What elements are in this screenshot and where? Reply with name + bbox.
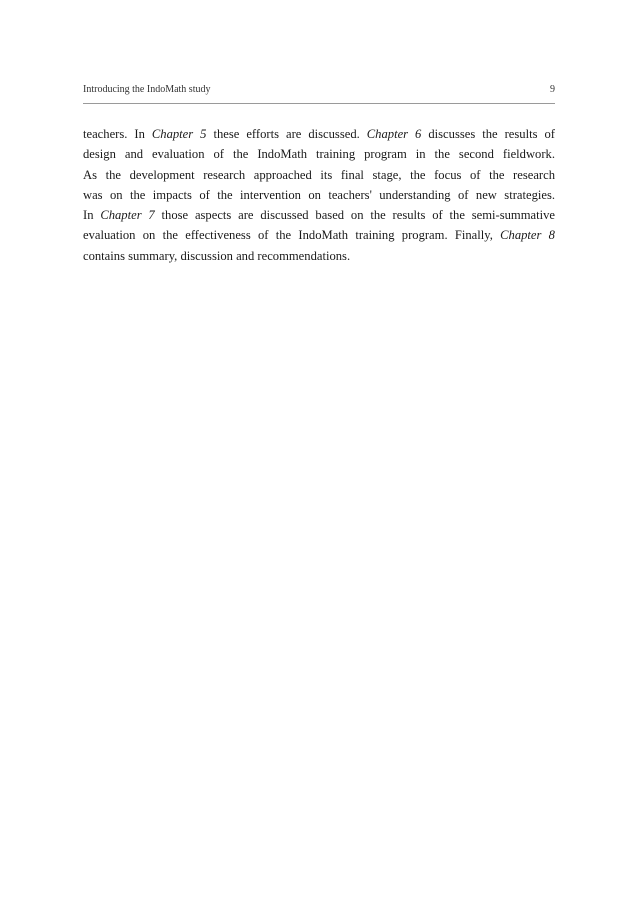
chapter-reference: Chapter 5 (151, 127, 207, 141)
text-segment: design and evaluation of the IndoMath training program in the second fieldwork. (83, 147, 555, 162)
running-header (83, 84, 555, 95)
text-segment: was on the impacts of the intervention on teachers' understanding of new strategies. (83, 187, 555, 202)
text-line (83, 124, 555, 144)
page-number: 9 (550, 84, 555, 95)
text-segment: teachers. In (83, 127, 152, 141)
text-segment: evaluation on the effectiveness of the IndoMath training program. Finally, (83, 228, 501, 243)
text-segment: these efforts are discussed. (206, 127, 367, 141)
body-paragraph (83, 124, 555, 266)
header-rule (83, 103, 555, 104)
chapter-reference: Chapter 8 (500, 228, 555, 243)
text-line (83, 205, 555, 225)
text-segment: contains summary, discussion and recommendations. (83, 248, 351, 263)
running-title: Introducing the IndoMath study (83, 84, 211, 95)
text-segment: As the development research approached its final stage, the focus of the research (83, 167, 555, 182)
chapter-reference: Chapter 7 (100, 208, 155, 223)
text-line (83, 225, 555, 245)
text-segment: those aspects are discussed based on the results of the semi-summative (154, 208, 555, 223)
chapter-reference: Chapter 6 (366, 127, 422, 141)
text-segment: In (83, 208, 101, 223)
text-line (83, 185, 555, 205)
text-line (83, 246, 555, 266)
text-line (83, 165, 555, 185)
text-line (83, 144, 555, 164)
text-segment: discusses the results of (421, 127, 555, 141)
